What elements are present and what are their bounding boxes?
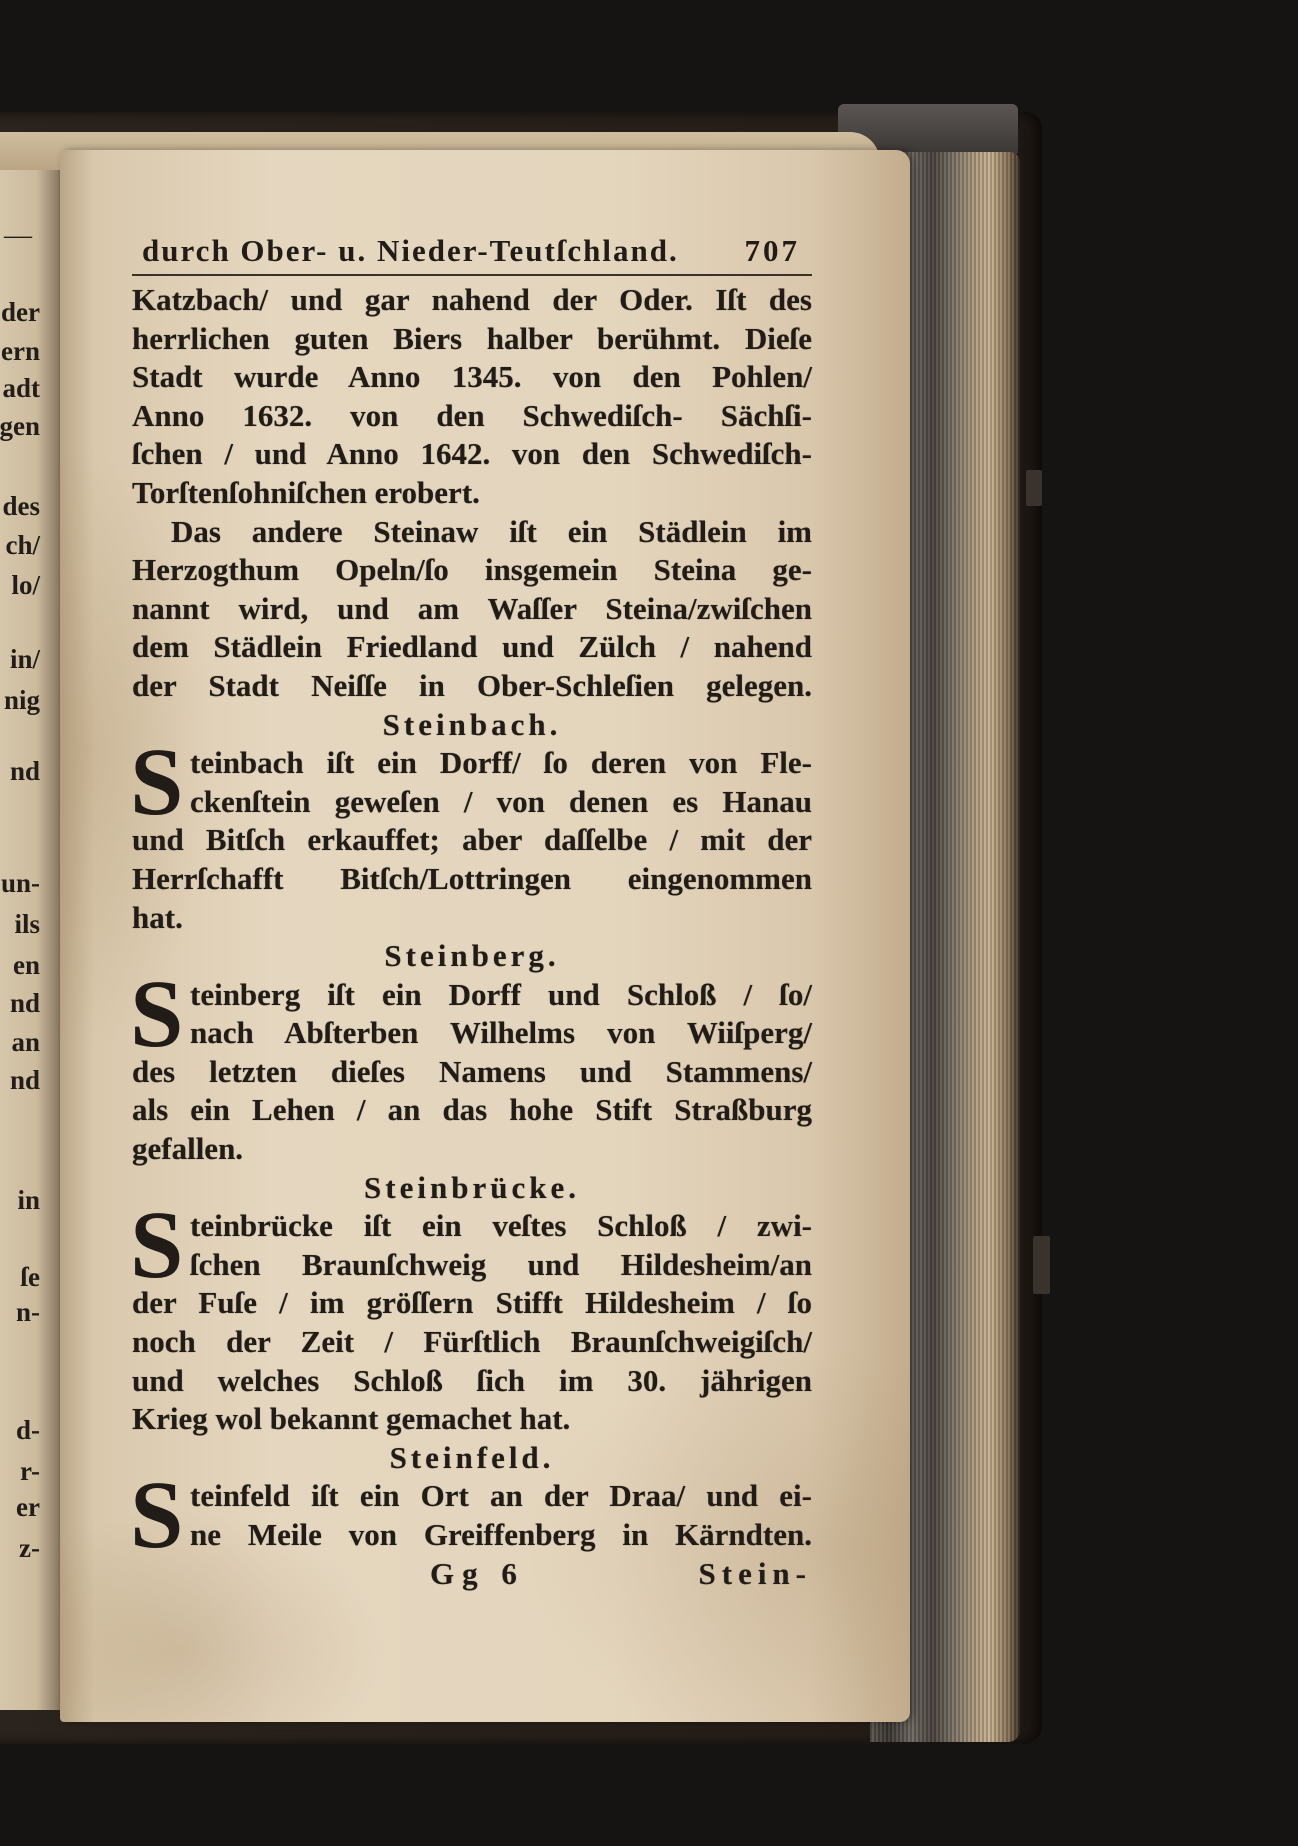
- entry-heading-steinfeld: Steinfeld.: [389, 1439, 555, 1475]
- text-line: nach Abſterben Wilhelms von Wiiſperg/: [190, 1015, 812, 1051]
- text-line: ckenſtein geweſen / von denen es Hanau: [190, 783, 812, 819]
- entry-heading-steinbruecke: Steinbrücke.: [364, 1169, 580, 1205]
- text-line: herrlichen guten Biers halber berühmt. Dieſe: [132, 320, 812, 356]
- left-line-fragment: lo/: [11, 570, 40, 600]
- left-line-fragment: der: [1, 297, 40, 327]
- text-line: Herrſchafft Bitſch/Lottringen eingenommen: [132, 860, 812, 896]
- clasp: [1026, 470, 1042, 506]
- drop-cap-initial: S: [130, 728, 184, 836]
- running-head: [132, 233, 812, 269]
- body-text: [132, 281, 812, 1593]
- text-line: teinbach iſt ein Dorff/ ſo deren von Fle-: [190, 745, 812, 781]
- text-line: und Bitſch erkauffet; aber daſſelbe / mit der: [132, 822, 812, 858]
- left-line-fragment: adt: [2, 373, 40, 403]
- left-head-mark: —: [4, 220, 32, 251]
- text-line: ſchen Braunſchweig und Hildesheim/an: [190, 1246, 812, 1282]
- text-line: teinberg iſt ein Dorff und Schloß / ſo/: [190, 976, 812, 1012]
- entry-heading-steinberg: Steinberg.: [384, 938, 560, 974]
- text-line: der Fuſe / im gröſſern Stifft Hildesheim / ſo: [132, 1285, 812, 1321]
- left-line-fragment: z-: [19, 1533, 40, 1563]
- left-line-fragment: er: [16, 1492, 40, 1522]
- text-line: Torſtenſohniſchen erobert.: [132, 474, 480, 510]
- left-line-fragment: in/: [9, 644, 40, 674]
- text-line: gefallen.: [132, 1131, 244, 1167]
- entry-steinberg: [130, 959, 812, 1169]
- book-page: [60, 150, 910, 1722]
- left-line-fragment: an: [11, 1027, 40, 1057]
- left-line-fragment: ch/: [5, 530, 40, 560]
- left-line-fragment: n-: [15, 1297, 40, 1327]
- entry-steinbruecke: [130, 1191, 812, 1439]
- entry-heading-steinbach: Steinbach.: [382, 706, 562, 742]
- left-line-fragment: ſe: [20, 1262, 40, 1292]
- left-line-fragment: r-: [20, 1456, 40, 1486]
- left-line-fragment: un-: [0, 868, 40, 898]
- left-line-fragment: ils: [14, 909, 40, 939]
- text-line: ne Meile von Greiffenberg in Kärndten.: [190, 1517, 812, 1552]
- clasp: [1033, 1236, 1050, 1294]
- text-line: Das andere Steinaw iſt ein Städlein im: [171, 513, 812, 549]
- catchword: Stein-: [698, 1555, 812, 1591]
- text-line: teinbrücke iſt ein veſtes Schloß / zwi-: [190, 1208, 812, 1244]
- left-line-fragment: en: [13, 950, 40, 980]
- entry-steinfeld: [130, 1461, 812, 1569]
- left-line-fragment: des: [2, 491, 40, 521]
- left-line-fragment: ern: [1, 336, 40, 366]
- left-page-sliver: [0, 170, 66, 1710]
- left-line-fragment: nig: [3, 685, 40, 715]
- page-footer: [132, 1555, 812, 1594]
- text-line: Katzbach/ und gar nahend der Oder. Iſt des: [132, 282, 812, 317]
- text-line: der Stadt Neiſſe in Ober-Schleſien gelegen.: [132, 667, 812, 703]
- text-line: und welches Schloß ſich im 30. jährigen: [132, 1362, 812, 1398]
- text-line: Anno 1632. von den Schwediſch- Sächſi-: [132, 397, 812, 433]
- text-line: Stadt wurde Anno 1345. von den Pohlen/: [132, 359, 812, 395]
- left-line-fragment: in: [17, 1185, 40, 1215]
- left-line-fragment: nd: [9, 988, 40, 1018]
- text-line: hat.: [132, 899, 183, 935]
- drop-cap-initial: S: [130, 1191, 184, 1299]
- text-line: Herzogthum Opeln/ſo insgemein Steina ge-: [132, 552, 812, 588]
- drop-cap-initial: S: [130, 959, 184, 1067]
- text-line: teinfeld iſt ein Ort an der Draa/ und ei-: [190, 1478, 812, 1514]
- text-line: als ein Lehen / an das hohe Stift Straßburg: [132, 1092, 812, 1128]
- page-number: 707: [744, 233, 800, 268]
- drop-cap-initial: S: [130, 1461, 184, 1569]
- left-line-fragment: nd: [9, 1065, 40, 1095]
- head-rule: [132, 274, 812, 276]
- text-line: ſchen / und Anno 1642. von den Schwediſch-: [132, 436, 812, 472]
- left-line-fragment: d-: [15, 1415, 40, 1445]
- text-line: nannt wird, und am Waſſer Steina/zwiſchen: [132, 590, 812, 626]
- text-line: noch der Zeit / Fürſtlich Braunſchweigiſch/: [132, 1324, 812, 1360]
- signature-mark: Gg 6: [430, 1555, 525, 1591]
- entry-steinbach: [130, 728, 812, 937]
- text-line: dem Städlein Friedland und Zülch / nahend: [132, 629, 812, 665]
- text-line: Krieg wol bekannt gemachet hat.: [132, 1401, 571, 1437]
- text-line: des letzten dieſes Namens und Stammens/: [132, 1053, 812, 1089]
- running-title: durch Ober- u. Nieder-Teutſchland.: [142, 233, 679, 268]
- left-line-fragment: nd: [9, 756, 40, 786]
- left-line-fragment: gen: [0, 411, 40, 441]
